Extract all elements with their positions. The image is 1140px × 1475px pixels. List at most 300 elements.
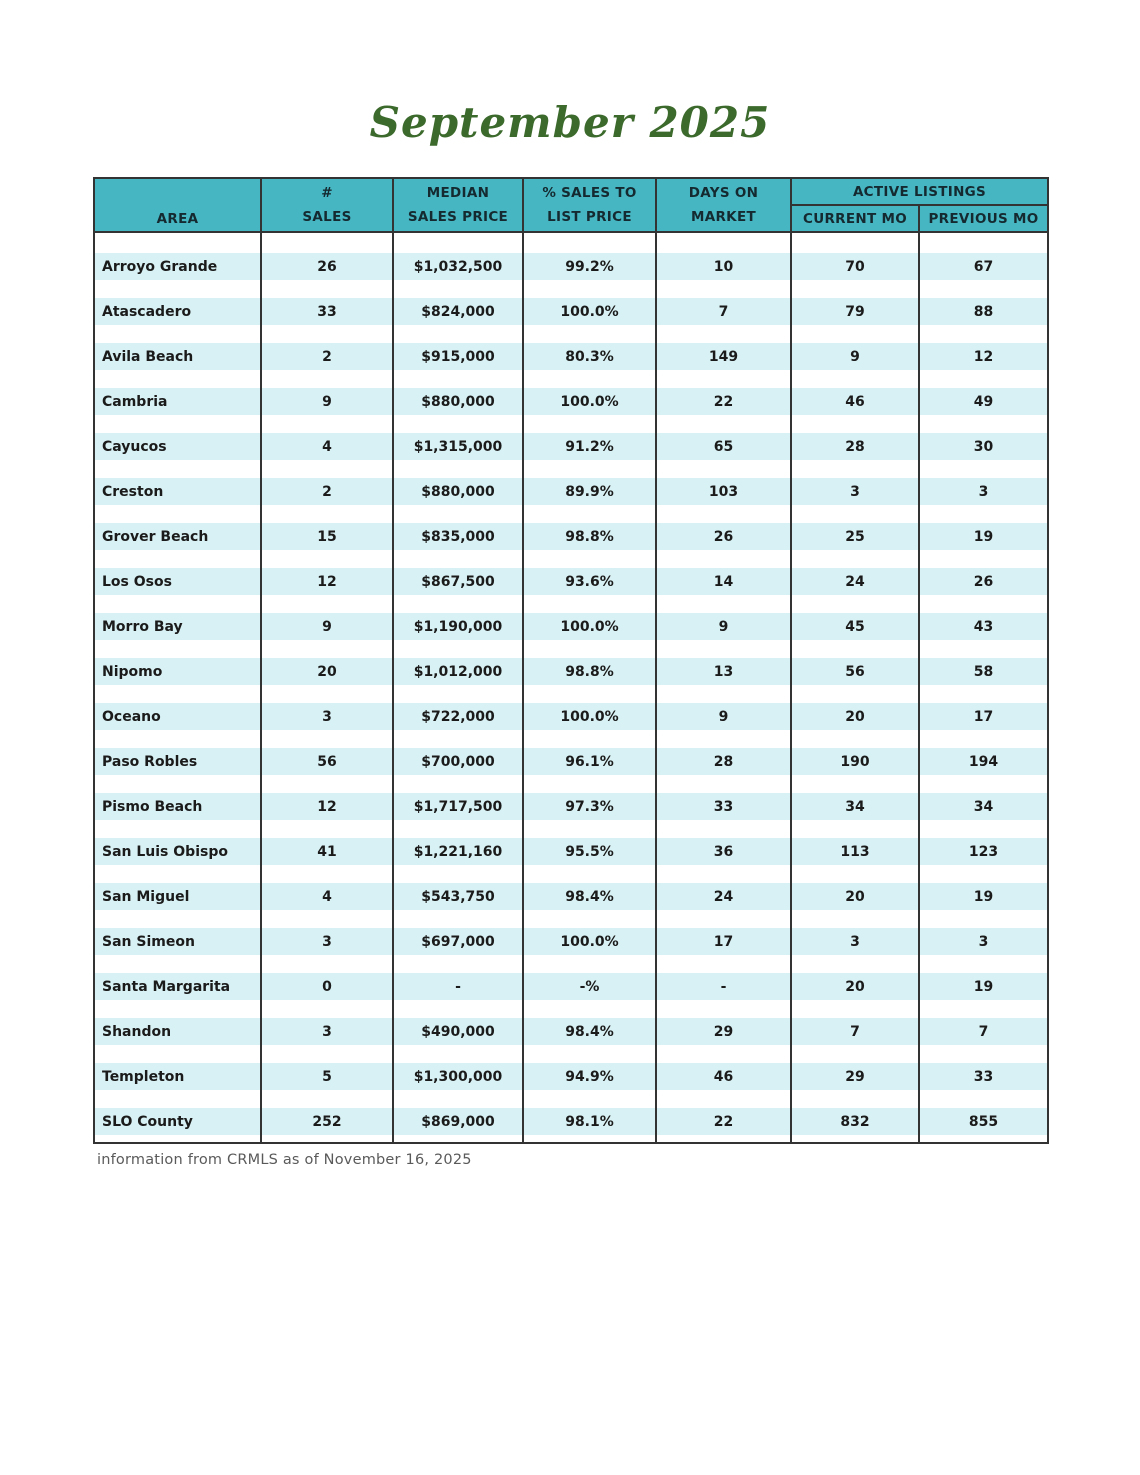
cell-median: - <box>393 973 523 1000</box>
spacer-cell <box>523 232 656 253</box>
spacer-cell <box>919 280 1048 298</box>
spacer-cell <box>919 550 1048 568</box>
spacer-cell <box>393 1000 523 1018</box>
spacer-cell <box>791 820 919 838</box>
column-header-pct-sales-to-list <box>523 178 656 232</box>
spacer-cell <box>523 415 656 433</box>
cell-current: 25 <box>791 523 919 550</box>
spacer-cell <box>791 730 919 748</box>
cell-sales: 5 <box>261 1063 393 1090</box>
cell-area: Avila Beach <box>94 343 261 370</box>
cell-median: $700,000 <box>393 748 523 775</box>
spacer-cell <box>919 775 1048 793</box>
spacer-cell <box>791 1090 919 1108</box>
row-spacer <box>94 280 1048 298</box>
column-header-median-price <box>393 178 523 232</box>
spacer-cell <box>919 865 1048 883</box>
spacer-cell <box>791 325 919 343</box>
spacer-cell <box>261 505 393 523</box>
spacer-cell <box>261 280 393 298</box>
spacer-cell <box>791 595 919 613</box>
spacer-cell <box>656 865 791 883</box>
spacer-cell <box>656 415 791 433</box>
cell-previous: 3 <box>919 928 1048 955</box>
table-row <box>94 253 1048 280</box>
cell-area: Los Osos <box>94 568 261 595</box>
spacer-cell <box>94 1000 261 1018</box>
spacer-cell <box>94 820 261 838</box>
source-note: information from CRMLS as of November 16, 2025 <box>97 1152 472 1168</box>
spacer-cell <box>393 595 523 613</box>
spacer-cell <box>94 595 261 613</box>
cell-dom: 13 <box>656 658 791 685</box>
column-header-sales-line2: SALES <box>302 209 352 225</box>
table-row <box>94 793 1048 820</box>
spacer-cell <box>393 775 523 793</box>
spacer-cell <box>94 550 261 568</box>
spacer-cell <box>523 1000 656 1018</box>
cell-median: $1,717,500 <box>393 793 523 820</box>
cell-current: 20 <box>791 973 919 1000</box>
column-header-sales-line1: # <box>321 185 333 201</box>
spacer-cell <box>393 280 523 298</box>
spacer-cell <box>523 1045 656 1063</box>
cell-dom: 22 <box>656 1108 791 1135</box>
cell-median: $1,012,000 <box>393 658 523 685</box>
cell-current: 113 <box>791 838 919 865</box>
cell-area: Paso Robles <box>94 748 261 775</box>
spacer-cell <box>261 955 393 973</box>
cell-previous: 67 <box>919 253 1048 280</box>
cell-area: San Miguel <box>94 883 261 910</box>
cell-area: Cayucos <box>94 433 261 460</box>
cell-current: 7 <box>791 1018 919 1045</box>
cell-dom: - <box>656 973 791 1000</box>
cell-current: 20 <box>791 703 919 730</box>
cell-sales: 2 <box>261 343 393 370</box>
spacer-cell <box>656 1045 791 1063</box>
row-spacer <box>94 1135 1048 1143</box>
table-header <box>94 178 1048 232</box>
spacer-cell <box>261 865 393 883</box>
cell-sales: 15 <box>261 523 393 550</box>
cell-current: 24 <box>791 568 919 595</box>
spacer-cell <box>791 460 919 478</box>
spacer-cell <box>393 550 523 568</box>
row-spacer <box>94 865 1048 883</box>
spacer-cell <box>261 730 393 748</box>
row-spacer <box>94 595 1048 613</box>
column-header-dom-line2: MARKET <box>691 209 756 225</box>
spacer-cell <box>261 820 393 838</box>
cell-current: 20 <box>791 883 919 910</box>
cell-sales: 12 <box>261 568 393 595</box>
cell-current: 56 <box>791 658 919 685</box>
spacer-cell <box>94 1090 261 1108</box>
cell-median: $880,000 <box>393 478 523 505</box>
cell-current: 832 <box>791 1108 919 1135</box>
cell-dom: 103 <box>656 478 791 505</box>
cell-pct: 91.2% <box>523 433 656 460</box>
cell-previous: 26 <box>919 568 1048 595</box>
spacer-cell <box>261 910 393 928</box>
cell-previous: 19 <box>919 523 1048 550</box>
spacer-cell <box>656 550 791 568</box>
cell-current: 79 <box>791 298 919 325</box>
spacer-cell <box>656 1090 791 1108</box>
header-spacer-row <box>94 232 1048 253</box>
cell-dom: 28 <box>656 748 791 775</box>
spacer-cell <box>261 1045 393 1063</box>
cell-dom: 17 <box>656 928 791 955</box>
cell-median: $490,000 <box>393 1018 523 1045</box>
cell-previous: 3 <box>919 478 1048 505</box>
spacer-cell <box>393 1045 523 1063</box>
spacer-cell <box>523 955 656 973</box>
spacer-cell <box>919 460 1048 478</box>
column-header-days-on-market <box>656 178 791 232</box>
spacer-cell <box>523 640 656 658</box>
spacer-cell <box>656 910 791 928</box>
cell-area: Creston <box>94 478 261 505</box>
spacer-cell <box>261 640 393 658</box>
column-header-active-listings: ACTIVE LISTINGS <box>791 178 1048 205</box>
cell-area: SLO County <box>94 1108 261 1135</box>
spacer-cell <box>393 325 523 343</box>
spacer-cell <box>393 955 523 973</box>
row-spacer <box>94 1045 1048 1063</box>
cell-dom: 149 <box>656 343 791 370</box>
spacer-cell <box>791 685 919 703</box>
cell-dom: 26 <box>656 523 791 550</box>
spacer-cell <box>523 1135 656 1143</box>
column-header-median-line2: SALES PRICE <box>407 209 509 225</box>
cell-current: 45 <box>791 613 919 640</box>
table-row <box>94 928 1048 955</box>
row-spacer <box>94 820 1048 838</box>
row-spacer <box>94 460 1048 478</box>
cell-dom: 33 <box>656 793 791 820</box>
cell-median: $1,221,160 <box>393 838 523 865</box>
spacer-cell <box>94 910 261 928</box>
spacer-cell <box>919 685 1048 703</box>
cell-pct: 98.4% <box>523 883 656 910</box>
table-row <box>94 748 1048 775</box>
spacer-cell <box>261 1090 393 1108</box>
cell-sales: 2 <box>261 478 393 505</box>
spacer-cell <box>393 685 523 703</box>
spacer-cell <box>261 1135 393 1143</box>
spacer-cell <box>94 325 261 343</box>
column-header-sales <box>261 178 393 232</box>
cell-median: $915,000 <box>393 343 523 370</box>
spacer-cell <box>656 325 791 343</box>
spacer-cell <box>261 415 393 433</box>
spacer-cell <box>261 1000 393 1018</box>
spacer-cell <box>919 1000 1048 1018</box>
spacer-cell <box>919 232 1048 253</box>
cell-area: San Simeon <box>94 928 261 955</box>
cell-dom: 65 <box>656 433 791 460</box>
page-title: September 2025 <box>369 98 771 147</box>
cell-current: 3 <box>791 478 919 505</box>
spacer-cell <box>919 730 1048 748</box>
spacer-cell <box>919 325 1048 343</box>
spacer-cell <box>94 730 261 748</box>
cell-median: $1,032,500 <box>393 253 523 280</box>
column-header-current-month: CURRENT MO <box>791 205 919 232</box>
cell-pct: 99.2% <box>523 253 656 280</box>
cell-dom: 36 <box>656 838 791 865</box>
spacer-cell <box>94 685 261 703</box>
cell-dom: 10 <box>656 253 791 280</box>
spacer-cell <box>791 370 919 388</box>
table-row <box>94 1063 1048 1090</box>
spacer-cell <box>393 640 523 658</box>
spacer-cell <box>919 820 1048 838</box>
cell-pct: 98.1% <box>523 1108 656 1135</box>
spacer-cell <box>523 460 656 478</box>
cell-sales: 3 <box>261 1018 393 1045</box>
spacer-cell <box>791 232 919 253</box>
cell-dom: 22 <box>656 388 791 415</box>
cell-sales: 252 <box>261 1108 393 1135</box>
row-spacer <box>94 955 1048 973</box>
spacer-cell <box>393 1135 523 1143</box>
spacer-cell <box>656 595 791 613</box>
cell-previous: 17 <box>919 703 1048 730</box>
table-row <box>94 298 1048 325</box>
spacer-cell <box>94 415 261 433</box>
row-spacer <box>94 1000 1048 1018</box>
cell-area: Pismo Beach <box>94 793 261 820</box>
cell-area: Morro Bay <box>94 613 261 640</box>
spacer-cell <box>523 685 656 703</box>
table-body <box>94 232 1048 1143</box>
cell-sales: 4 <box>261 433 393 460</box>
table-row <box>94 613 1048 640</box>
spacer-cell <box>393 1090 523 1108</box>
cell-sales: 56 <box>261 748 393 775</box>
row-spacer <box>94 910 1048 928</box>
cell-median: $867,500 <box>393 568 523 595</box>
spacer-cell <box>656 280 791 298</box>
cell-median: $869,000 <box>393 1108 523 1135</box>
cell-area: Atascadero <box>94 298 261 325</box>
table-row <box>94 703 1048 730</box>
cell-pct: 98.8% <box>523 658 656 685</box>
cell-previous: 43 <box>919 613 1048 640</box>
spacer-cell <box>791 1000 919 1018</box>
table-row <box>94 433 1048 460</box>
spacer-cell <box>791 1135 919 1143</box>
spacer-cell <box>261 370 393 388</box>
spacer-cell <box>261 595 393 613</box>
cell-area: Arroyo Grande <box>94 253 261 280</box>
spacer-cell <box>393 415 523 433</box>
cell-previous: 7 <box>919 1018 1048 1045</box>
spacer-cell <box>656 685 791 703</box>
spacer-cell <box>919 1090 1048 1108</box>
spacer-cell <box>791 775 919 793</box>
cell-dom: 24 <box>656 883 791 910</box>
cell-dom: 9 <box>656 703 791 730</box>
table-row <box>94 568 1048 595</box>
cell-sales: 4 <box>261 883 393 910</box>
table-row <box>94 1018 1048 1045</box>
cell-pct: -% <box>523 973 656 1000</box>
cell-sales: 26 <box>261 253 393 280</box>
spacer-cell <box>656 1135 791 1143</box>
cell-sales: 20 <box>261 658 393 685</box>
spacer-cell <box>94 370 261 388</box>
cell-median: $722,000 <box>393 703 523 730</box>
spacer-cell <box>656 955 791 973</box>
spacer-cell <box>94 505 261 523</box>
cell-median: $697,000 <box>393 928 523 955</box>
table-row <box>94 343 1048 370</box>
spacer-cell <box>523 325 656 343</box>
row-spacer <box>94 370 1048 388</box>
spacer-cell <box>94 232 261 253</box>
row-spacer <box>94 1090 1048 1108</box>
table-row <box>94 388 1048 415</box>
spacer-cell <box>656 505 791 523</box>
spacer-cell <box>791 415 919 433</box>
cell-area: Templeton <box>94 1063 261 1090</box>
cell-sales: 3 <box>261 928 393 955</box>
spacer-cell <box>261 325 393 343</box>
spacer-cell <box>523 865 656 883</box>
spacer-cell <box>656 370 791 388</box>
spacer-cell <box>393 232 523 253</box>
spacer-cell <box>261 775 393 793</box>
spacer-cell <box>523 595 656 613</box>
row-spacer <box>94 730 1048 748</box>
row-spacer <box>94 325 1048 343</box>
row-spacer <box>94 550 1048 568</box>
spacer-cell <box>393 910 523 928</box>
cell-previous: 33 <box>919 1063 1048 1090</box>
column-header-previous-month: PREVIOUS MO <box>919 205 1048 232</box>
spacer-cell <box>791 640 919 658</box>
cell-previous: 19 <box>919 883 1048 910</box>
cell-previous: 123 <box>919 838 1048 865</box>
cell-area: Shandon <box>94 1018 261 1045</box>
spacer-cell <box>94 775 261 793</box>
spacer-cell <box>919 595 1048 613</box>
spacer-cell <box>656 232 791 253</box>
spacer-cell <box>523 1090 656 1108</box>
cell-area: Grover Beach <box>94 523 261 550</box>
cell-previous: 30 <box>919 433 1048 460</box>
cell-previous: 19 <box>919 973 1048 1000</box>
cell-pct: 89.9% <box>523 478 656 505</box>
spacer-cell <box>919 1135 1048 1143</box>
cell-dom: 7 <box>656 298 791 325</box>
table-row <box>94 658 1048 685</box>
cell-pct: 100.0% <box>523 298 656 325</box>
cell-previous: 58 <box>919 658 1048 685</box>
spacer-cell <box>791 280 919 298</box>
row-spacer <box>94 775 1048 793</box>
spacer-cell <box>523 910 656 928</box>
table-row <box>94 523 1048 550</box>
table-row <box>94 973 1048 1000</box>
table-row <box>94 883 1048 910</box>
cell-current: 29 <box>791 1063 919 1090</box>
cell-median: $835,000 <box>393 523 523 550</box>
cell-area: Cambria <box>94 388 261 415</box>
table-row <box>94 838 1048 865</box>
cell-previous: 855 <box>919 1108 1048 1135</box>
row-spacer <box>94 685 1048 703</box>
spacer-cell <box>393 820 523 838</box>
column-header-area-label: AREA <box>156 211 199 227</box>
spacer-cell <box>523 820 656 838</box>
cell-sales: 33 <box>261 298 393 325</box>
spacer-cell <box>919 910 1048 928</box>
cell-sales: 3 <box>261 703 393 730</box>
cell-median: $1,315,000 <box>393 433 523 460</box>
cell-dom: 14 <box>656 568 791 595</box>
table-row <box>94 1108 1048 1135</box>
cell-pct: 96.1% <box>523 748 656 775</box>
cell-current: 190 <box>791 748 919 775</box>
cell-area: Nipomo <box>94 658 261 685</box>
cell-current: 3 <box>791 928 919 955</box>
spacer-cell <box>919 640 1048 658</box>
spacer-cell <box>656 460 791 478</box>
spacer-cell <box>791 1045 919 1063</box>
column-header-area <box>94 178 261 232</box>
cell-current: 70 <box>791 253 919 280</box>
spacer-cell <box>791 955 919 973</box>
spacer-cell <box>791 865 919 883</box>
spacer-cell <box>94 640 261 658</box>
cell-current: 46 <box>791 388 919 415</box>
spacer-cell <box>393 730 523 748</box>
spacer-cell <box>94 955 261 973</box>
cell-previous: 12 <box>919 343 1048 370</box>
spacer-cell <box>791 550 919 568</box>
cell-previous: 194 <box>919 748 1048 775</box>
spacer-cell <box>94 1135 261 1143</box>
column-header-median-line1: MEDIAN <box>426 185 490 201</box>
cell-area: Santa Margarita <box>94 973 261 1000</box>
spacer-cell <box>919 370 1048 388</box>
spacer-cell <box>656 820 791 838</box>
cell-dom: 29 <box>656 1018 791 1045</box>
spacer-cell <box>656 640 791 658</box>
spacer-cell <box>393 370 523 388</box>
spacer-cell <box>393 865 523 883</box>
spacer-cell <box>261 685 393 703</box>
cell-dom: 46 <box>656 1063 791 1090</box>
spacer-cell <box>261 550 393 568</box>
spacer-cell <box>523 280 656 298</box>
cell-dom: 9 <box>656 613 791 640</box>
cell-sales: 9 <box>261 613 393 640</box>
table-row <box>94 478 1048 505</box>
spacer-cell <box>791 910 919 928</box>
row-spacer <box>94 505 1048 523</box>
column-header-dom-line1: DAYS ON <box>688 185 759 201</box>
spacer-cell <box>261 460 393 478</box>
row-spacer <box>94 640 1048 658</box>
column-header-pct-line1: % SALES TO <box>542 185 637 201</box>
spacer-cell <box>919 415 1048 433</box>
